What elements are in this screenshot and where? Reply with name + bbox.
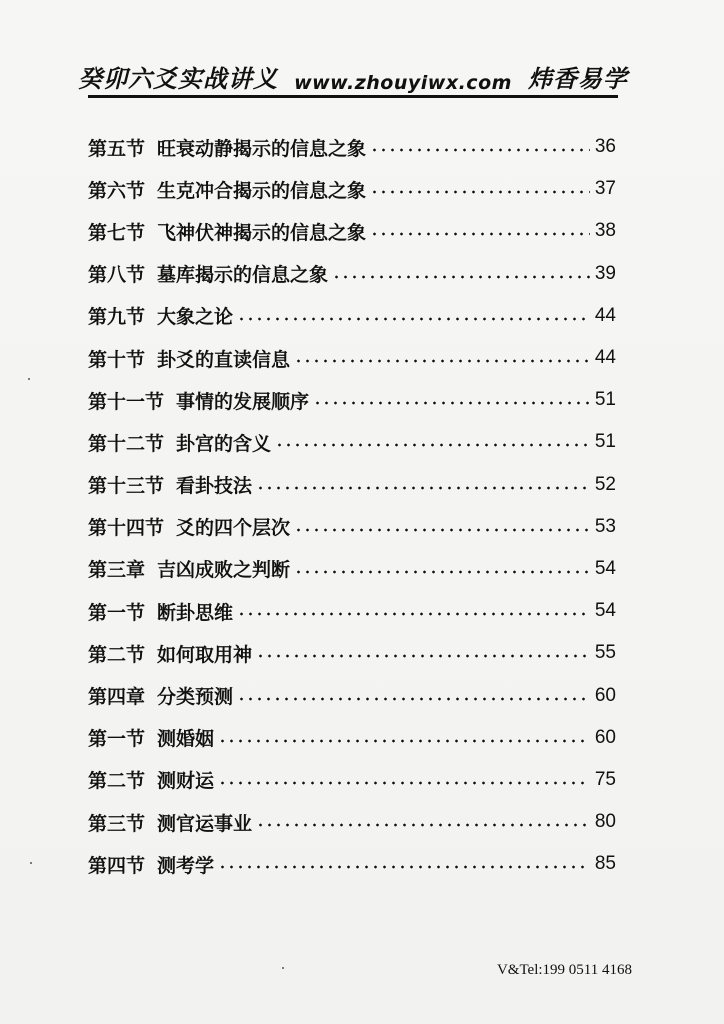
toc-page-number: 38 xyxy=(594,220,616,242)
toc-entry xyxy=(88,295,616,337)
toc-dot-leader xyxy=(294,358,590,364)
contact-footer: V&Tel:199 0511 4168 xyxy=(496,962,632,978)
toc-entry xyxy=(88,717,616,759)
header-rule xyxy=(88,95,618,98)
toc-page-number: 36 xyxy=(594,136,616,158)
book-title: 癸卯六爻实战讲义 xyxy=(78,64,279,93)
toc-dot-leader xyxy=(218,738,590,744)
toc-entry-title: 测官运事业 xyxy=(157,812,253,835)
toc-entry-number: 第四节 xyxy=(88,854,146,877)
toc-entry xyxy=(88,759,616,801)
toc-entry xyxy=(88,632,616,674)
toc-entry xyxy=(88,126,616,168)
toc-entry-title: 卦爻的直读信息 xyxy=(157,348,291,371)
toc-dot-leader xyxy=(275,442,590,448)
toc-entry-title: 测婚姻 xyxy=(157,728,215,751)
toc-entry-number: 第三节 xyxy=(88,812,146,835)
toc-entry-number: 第十三节 xyxy=(88,475,165,498)
toc-entry xyxy=(88,674,616,716)
toc-page-number: 54 xyxy=(594,600,616,622)
toc-entry-number: 第一节 xyxy=(88,601,146,624)
toc-page-number: 60 xyxy=(594,726,616,748)
toc-page-number: 85 xyxy=(594,853,616,875)
toc-entry-title: 测考学 xyxy=(157,854,215,877)
toc-page-number: 51 xyxy=(594,431,616,453)
toc-entry xyxy=(88,337,616,379)
toc-dot-leader xyxy=(256,653,590,659)
scan-speck xyxy=(28,378,30,380)
toc-dot-leader xyxy=(237,316,590,322)
toc-page-number: 51 xyxy=(594,389,616,411)
toc-entry-title: 爻的四个层次 xyxy=(176,517,291,540)
toc-entry xyxy=(88,379,616,421)
toc-entry xyxy=(88,210,616,252)
toc-entry-number: 第九节 xyxy=(88,306,146,329)
toc-entry-number: 第十四节 xyxy=(88,517,165,540)
toc-entry-title: 看卦技法 xyxy=(176,475,253,498)
toc-entry-number: 第十二节 xyxy=(88,432,165,455)
toc-entry xyxy=(88,464,616,506)
toc-entry-title: 生克冲合揭示的信息之象 xyxy=(157,179,367,202)
toc-entry xyxy=(88,168,616,210)
toc-dot-leader xyxy=(370,147,590,153)
toc-page-number: 54 xyxy=(594,557,616,579)
toc-entry-number: 第二节 xyxy=(88,643,146,666)
publisher-name: 炜香易学 xyxy=(527,64,628,93)
toc-dot-leader xyxy=(218,780,590,786)
toc-entry-number: 第四章 xyxy=(88,686,146,709)
toc-entry-number: 第三章 xyxy=(88,559,146,582)
toc-dot-leader xyxy=(294,569,590,575)
page-header xyxy=(78,58,628,94)
toc-entry-title: 墓库揭示的信息之象 xyxy=(157,264,329,287)
toc-entry-title: 飞神伏神揭示的信息之象 xyxy=(157,221,367,244)
scan-speck xyxy=(282,967,284,969)
toc-entry-number: 第七节 xyxy=(88,221,146,244)
toc-entry-title: 大象之论 xyxy=(157,306,234,329)
toc-entry-number: 第六节 xyxy=(88,179,146,202)
toc-dot-leader xyxy=(237,611,590,617)
toc-entry xyxy=(88,548,616,590)
toc-entry-title: 事情的发展顺序 xyxy=(176,390,310,413)
toc-entry-number: 第五节 xyxy=(88,137,146,160)
toc-dot-leader xyxy=(370,231,590,237)
website-url: www.zhouyiwx.com xyxy=(294,72,512,94)
toc-page-number: 37 xyxy=(594,178,616,200)
toc-entry-number: 第二节 xyxy=(88,770,146,793)
toc-entry-title: 断卦思维 xyxy=(157,601,234,624)
toc-entry xyxy=(88,590,616,632)
toc-entry xyxy=(88,421,616,463)
toc-entry-title: 卦宫的含义 xyxy=(176,432,272,455)
toc-dot-leader xyxy=(313,400,590,406)
toc-entry xyxy=(88,253,616,295)
toc-page-number: 80 xyxy=(594,811,616,833)
scan-speck xyxy=(30,862,32,864)
toc-entry-title: 旺衰动静揭示的信息之象 xyxy=(157,137,367,160)
toc-entry-title: 如何取用神 xyxy=(157,643,253,666)
toc-page-number: 44 xyxy=(594,304,616,326)
toc-entry-number: 第八节 xyxy=(88,264,146,287)
toc-page-number: 39 xyxy=(594,262,616,284)
toc-entry xyxy=(88,506,616,548)
toc-dot-leader xyxy=(294,527,590,533)
toc-dot-leader xyxy=(332,274,590,280)
toc-entry-title: 吉凶成败之判断 xyxy=(157,559,291,582)
toc-page-number: 60 xyxy=(594,684,616,706)
toc-entry-title: 测财运 xyxy=(157,770,215,793)
toc-page-number: 44 xyxy=(594,347,616,369)
toc-dot-leader xyxy=(256,485,590,491)
toc-page-number: 55 xyxy=(594,642,616,664)
toc-page-number: 53 xyxy=(594,515,616,537)
toc-entry-title: 分类预测 xyxy=(157,686,234,709)
table-of-contents xyxy=(88,126,616,885)
toc-dot-leader xyxy=(256,822,590,828)
toc-entry-number: 第十一节 xyxy=(88,390,165,413)
toc-entry xyxy=(88,843,616,885)
toc-dot-leader xyxy=(218,864,590,870)
toc-dot-leader xyxy=(370,189,590,195)
toc-entry-number: 第一节 xyxy=(88,728,146,751)
toc-entry xyxy=(88,801,616,843)
toc-page-number: 52 xyxy=(594,473,616,495)
toc-dot-leader xyxy=(237,696,590,702)
toc-page-number: 75 xyxy=(594,768,616,790)
toc-entry-number: 第十节 xyxy=(88,348,146,371)
